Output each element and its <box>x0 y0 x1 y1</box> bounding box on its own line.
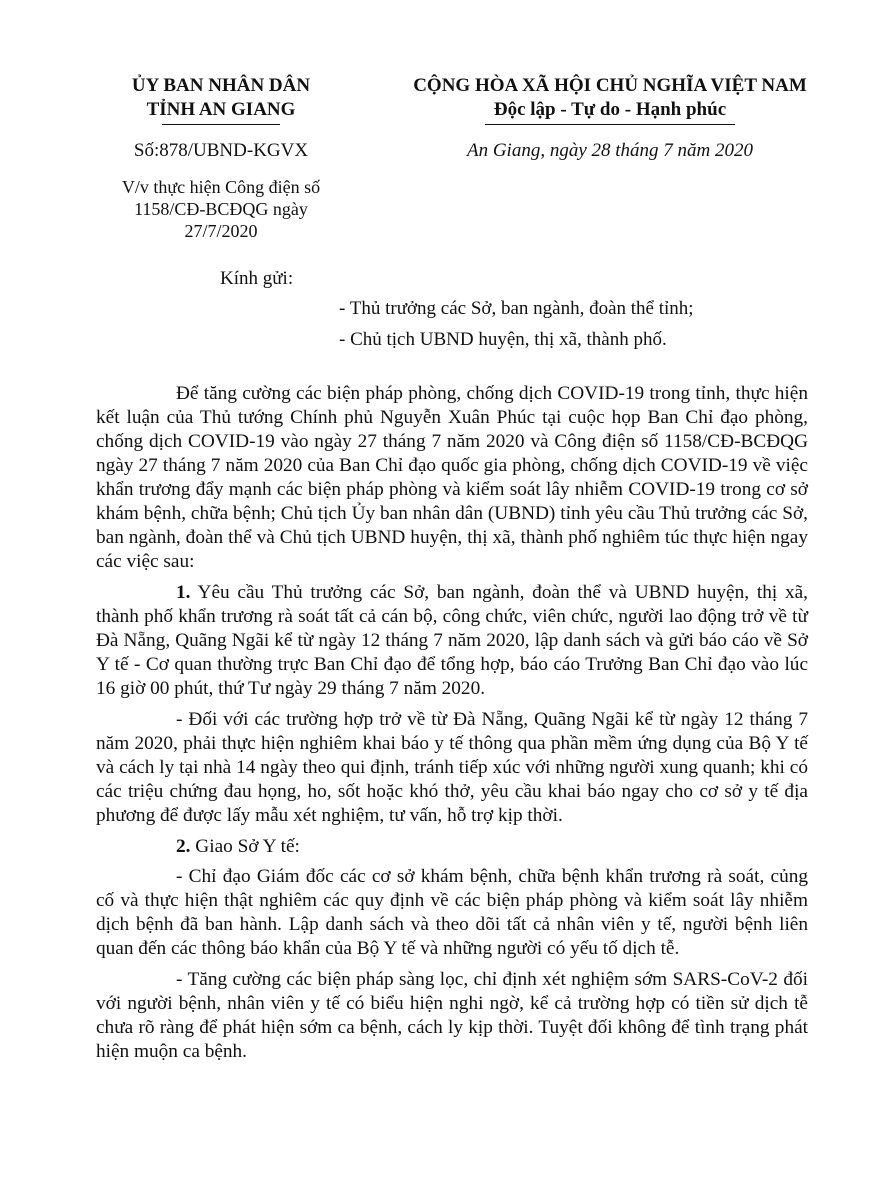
document-subject <box>96 176 346 242</box>
document-number: Số:878/UBND-KGVX <box>133 140 309 161</box>
issuing-authority <box>96 74 346 125</box>
recipient-line: - Chủ tịch UBND huyện, thị xã, thành phố. <box>339 329 667 350</box>
org-name-line2: TỈNH AN GIANG <box>146 99 296 120</box>
org-underline <box>162 124 280 125</box>
item-2-sub-paragraph: - Tăng cường các biện pháp sàng lọc, chỉ định xét nghiệm sớm SARS-CoV-2 đối với người bệnh, nhân viên y tế có biểu hiện nghi ngờ, kể cả trường hợp có tiền sử dịch tễ chưa rõ ràng để phát hiện sớm ca bệnh, cách ly kịp thời. Tuyệt đối không để tình trạng phát hiện muộn ca bệnh. <box>96 969 808 1062</box>
item-1-number: 1. <box>176 582 191 603</box>
item-1-text: Yêu cầu Thủ trưởng các Sở, ban ngành, đoàn thể và UBND huyện, thị xã, thành phố khẩn trương rà soát tất cả cán bộ, công chức, viên chức, người lao động trở về từ Đà Nẵng, Quãng Ngãi kể từ ngày 12 tháng 7 năm 2020, lập danh sách và gửi báo cáo về Sở Y tế - Cơ quan thường trực Ban Chỉ đạo để tổng hợp, báo cáo Trưởng Ban Chỉ đạo vào lúc 16 giờ 00 phút, thứ Tư ngày 29 tháng 7 năm 2020. <box>96 582 808 699</box>
item-1-paragraph <box>96 581 808 701</box>
country-name: CỘNG HÒA XÃ HỘI CHỦ NGHĨA VIỆT NAM <box>413 75 807 96</box>
subject-line: 27/7/2020 <box>184 221 258 241</box>
document-body <box>96 382 808 1071</box>
greeting: Kính gửi: <box>220 268 294 289</box>
subject-line: V/v thực hiện Công điện số <box>121 177 321 197</box>
item-2-sub-paragraph: - Chỉ đạo Giám đốc các cơ sở khám bệnh, chữa bệnh khẩn trương rà soát, củng cố và thực hiện thật nghiêm các quy định về các biện pháp phòng và kiểm soát lây nhiễm dịch bệnh đã ban hành. Lập danh sách và theo dõi tất cả nhân viên y tế, người bệnh liên quan đến các thông báo khẩn của Bộ Y tế và những người có yếu tố dịch tễ. <box>96 866 808 959</box>
item-2-paragraph <box>96 835 808 859</box>
national-header <box>380 74 840 125</box>
item-2-number: 2. <box>176 836 191 857</box>
place-and-date: An Giang, ngày 28 tháng 7 năm 2020 <box>466 140 754 161</box>
item-1-sub-paragraph: - Đối với các trường hợp trở về từ Đà Nẵng, Quãng Ngãi kể từ ngày 12 tháng 7 năm 2020, phải thực hiện nghiêm khai báo y tế thông qua phần mềm ứng dụng của Bộ Y tế và cách ly tại nhà 14 ngày theo qui định, tránh tiếp xúc với những người xung quanh; khi có các triệu chứng đau họng, ho, sốt hoặc khó thở, yêu cầu khai báo ngay cho cơ sở y tế địa phương để được lấy mẫu xét nghiệm, tư vấn, hỗ trợ kịp thời. <box>96 709 808 826</box>
item-2-text: Giao Sở Y tế: <box>190 836 300 857</box>
national-motto: Độc lập - Tự do - Hạnh phúc <box>493 99 727 120</box>
motto-underline <box>485 124 735 125</box>
org-name-line1: ỦY BAN NHÂN DÂN <box>131 75 311 96</box>
subject-line: 1158/CĐ-BCĐQG ngày <box>134 199 308 219</box>
recipient-line: - Thủ trưởng các Sở, ban ngành, đoàn thể tỉnh; <box>339 298 694 319</box>
intro-paragraph: Để tăng cường các biện pháp phòng, chống dịch COVID-19 trong tỉnh, thực hiện kết luận của Thủ tướng Chính phủ Nguyễn Xuân Phúc tại cuộc họp Ban Chỉ đạo phòng, chống dịch COVID-19 vào ngày 27 tháng 7 năm 2020 và Công điện số 1158/CĐ-BCĐQG ngày 27 tháng 7 năm 2020 của Ban Chỉ đạo quốc gia phòng, chống dịch COVID-19 về việc khẩn trương đẩy mạnh các biện pháp phòng và kiểm soát lây nhiễm COVID-19 trong cơ sở khám bệnh, chữa bệnh; Chủ tịch Ủy ban nhân dân (UBND) tỉnh yêu cầu Thủ trưởng các Sở, ban ngành, đoàn thể và Chủ tịch UBND huyện, thị xã, thành phố nghiêm túc thực hiện ngay các việc sau: <box>96 383 808 572</box>
